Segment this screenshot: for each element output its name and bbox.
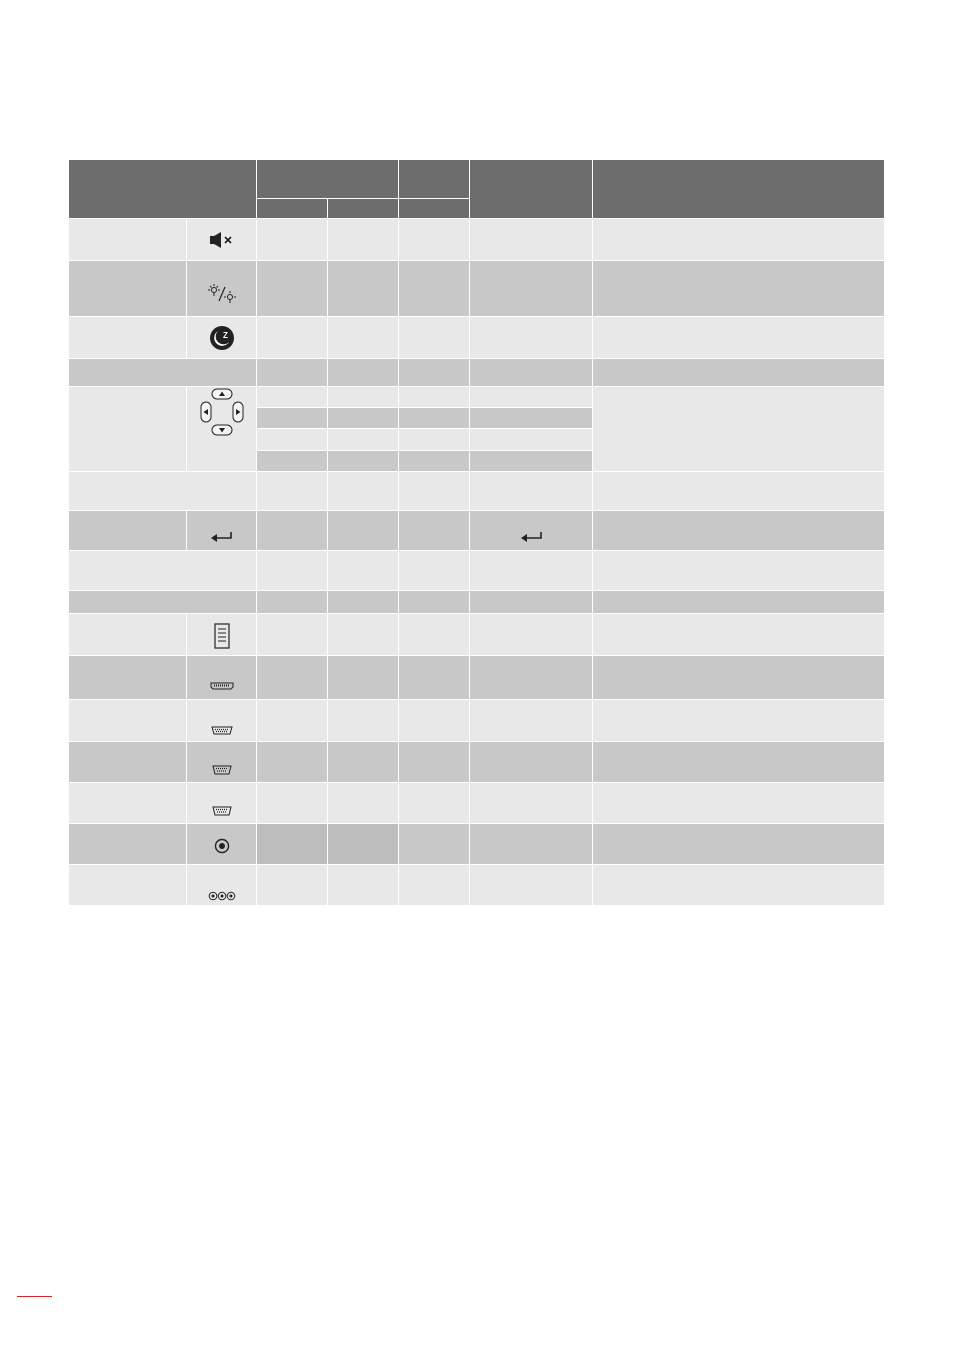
table-cell (328, 219, 399, 261)
enter-return-icon (470, 529, 593, 545)
icon-cell (187, 865, 257, 906)
table-cell (328, 511, 399, 551)
table-row (69, 700, 187, 742)
mute-speaker-icon (187, 219, 257, 261)
table-row (69, 472, 257, 511)
table-cell (593, 656, 885, 700)
table-cell (470, 511, 593, 551)
header-cell-code-sub-2 (328, 199, 399, 219)
table-cell (257, 472, 328, 511)
table-cell (257, 656, 328, 700)
table-cell (399, 742, 470, 783)
table-cell (470, 408, 593, 429)
table-cell (470, 614, 593, 656)
icon-cell (187, 261, 257, 317)
enter-return-icon (187, 529, 257, 545)
header-cell-code-sub-3 (399, 199, 470, 219)
vga-port-icon (187, 805, 257, 817)
table-cell (399, 451, 470, 472)
table-cell (328, 387, 399, 408)
table-cell (593, 317, 885, 359)
icon-cell (187, 219, 257, 261)
table-cell (328, 742, 399, 783)
table-cell (399, 219, 470, 261)
table-cell (399, 317, 470, 359)
dvi-port-icon (187, 724, 257, 736)
table-cell (328, 261, 399, 317)
table-cell (470, 742, 593, 783)
table-cell (470, 472, 593, 511)
table-cell (257, 614, 328, 656)
table-row (69, 656, 187, 700)
header-cell-key (470, 160, 593, 219)
table-cell (399, 261, 470, 317)
table-cell (470, 359, 593, 387)
table-cell (399, 472, 470, 511)
brightness-toggle-icon (187, 279, 257, 309)
table-cell (328, 783, 399, 824)
table-row (69, 551, 257, 591)
header-cell-code-3 (399, 160, 470, 199)
table-cell (593, 824, 885, 865)
table-cell (593, 551, 885, 591)
table-cell (257, 824, 328, 865)
table-cell (257, 783, 328, 824)
table-cell (257, 429, 328, 451)
table-cell (470, 387, 593, 408)
icon-cell (187, 700, 257, 742)
table-cell (593, 359, 885, 387)
svg-text:z: z (216, 336, 219, 342)
table-cell (593, 472, 885, 511)
table-cell (257, 865, 328, 906)
control-code-table (69, 160, 885, 906)
table-cell (257, 591, 328, 614)
table-cell (399, 824, 470, 865)
table-cell (470, 317, 593, 359)
table-row (69, 742, 187, 783)
table-cell (470, 824, 593, 865)
table-cell (470, 656, 593, 700)
table-cell (470, 429, 593, 451)
table-cell (328, 824, 399, 865)
table-cell (399, 387, 470, 408)
table-cell (328, 656, 399, 700)
vga-port-icon (187, 764, 257, 776)
table-cell (328, 408, 399, 429)
icon-cell (187, 783, 257, 824)
video-composite-icon (187, 836, 257, 856)
table-cell (470, 261, 593, 317)
table-cell (328, 359, 399, 387)
table-cell (399, 783, 470, 824)
table-cell (470, 219, 593, 261)
table-cell (593, 591, 885, 614)
section-band (69, 359, 257, 387)
table-cell (399, 408, 470, 429)
table-cell (593, 219, 885, 261)
header-cell-code-sub-1 (257, 199, 328, 219)
table-cell (470, 783, 593, 824)
table-cell (257, 551, 328, 591)
header-cell-description (593, 160, 885, 219)
table-cell (399, 700, 470, 742)
icon-cell (187, 824, 257, 865)
table-cell (593, 614, 885, 656)
table-cell (328, 472, 399, 511)
table-row (69, 317, 187, 359)
table-cell (257, 317, 328, 359)
table-cell (399, 429, 470, 451)
hdmi-port-icon (187, 680, 257, 692)
table-cell (399, 591, 470, 614)
table-cell (593, 511, 885, 551)
table-cell (257, 261, 328, 317)
table-cell (257, 700, 328, 742)
table-row (69, 783, 187, 824)
table-cell (470, 700, 593, 742)
table-cell (593, 865, 885, 906)
table-cell (257, 359, 328, 387)
table-cell (470, 551, 593, 591)
table-cell (257, 742, 328, 783)
table-cell (399, 511, 470, 551)
four-way-arrow-keys-icon (187, 387, 257, 437)
table-cell (470, 865, 593, 906)
table-cell (399, 551, 470, 591)
footer-accent-line (17, 1296, 52, 1297)
menu-list-icon (187, 618, 257, 654)
table-row (69, 865, 187, 906)
table-cell (399, 614, 470, 656)
icon-cell (187, 614, 257, 656)
table-cell (593, 387, 885, 472)
table-row (69, 614, 187, 656)
table-cell (399, 359, 470, 387)
table-cell (399, 865, 470, 906)
component-video-icon (187, 889, 257, 903)
table-cell (328, 429, 399, 451)
table-cell (470, 451, 593, 472)
sleep-timer-icon (187, 317, 257, 359)
table-row (69, 387, 187, 472)
table-cell (593, 700, 885, 742)
table-cell (328, 591, 399, 614)
table-row (69, 511, 187, 551)
table-cell (328, 865, 399, 906)
icon-cell (187, 387, 257, 472)
table-cell (593, 261, 885, 317)
section-band (69, 591, 257, 614)
table-cell (328, 551, 399, 591)
header-cell-function (69, 160, 257, 219)
table-row (69, 219, 187, 261)
icon-cell (187, 742, 257, 783)
icon-cell (187, 511, 257, 551)
table-cell (328, 614, 399, 656)
table-cell (257, 408, 328, 429)
table-cell (257, 511, 328, 551)
icon-cell (187, 317, 257, 359)
table-row (69, 824, 187, 865)
table-cell (257, 219, 328, 261)
table-cell (593, 783, 885, 824)
table-cell (470, 591, 593, 614)
svg-text:Z: Z (223, 331, 228, 340)
table-row (69, 261, 187, 317)
table-cell (257, 451, 328, 472)
header-cell-code-group (257, 160, 399, 199)
table-cell (257, 387, 328, 408)
table-cell (328, 451, 399, 472)
table-cell (593, 742, 885, 783)
table-cell (399, 656, 470, 700)
table-cell (328, 317, 399, 359)
icon-cell (187, 656, 257, 700)
table-cell (328, 700, 399, 742)
